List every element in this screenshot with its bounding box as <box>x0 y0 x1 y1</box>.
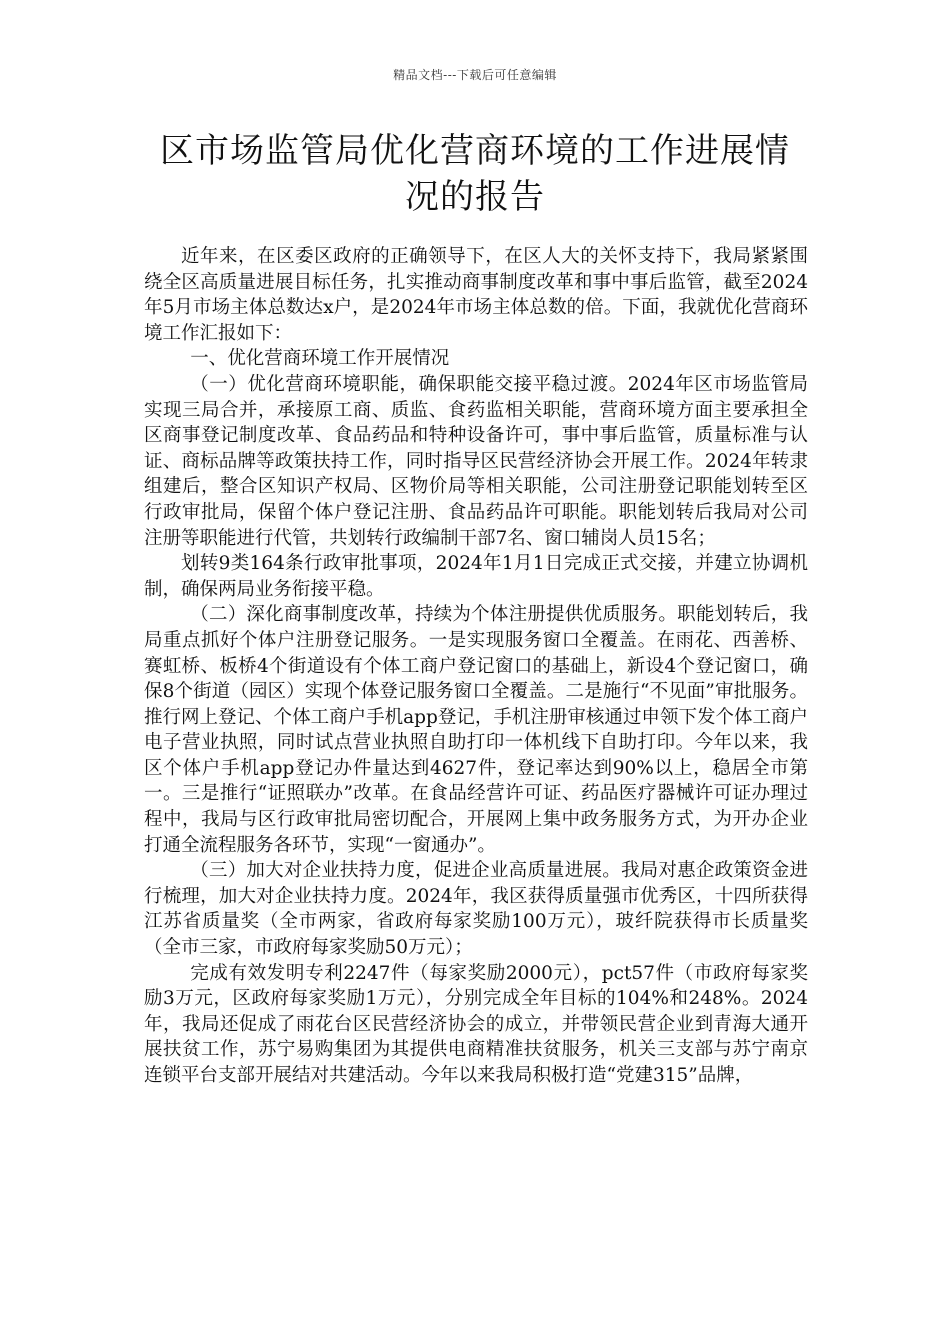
paragraph-section-2: （二）深化商事制度改革，持续为个体注册提供优质服务。职能划转后，我局重点抓好个体户注册登记服务。一是实现服务窗口全覆盖。在雨花、西善桥、赛虹桥、板桥4个街道设有个体工商户登记窗口的基础上，新设4个登记窗口，确保8个街道（园区）实现个体登记服务窗口全覆盖。二是施行“不见面”审批服务。推行网上登记、个体工商户手机app登记，手机注册审核通过申领下发个体工商户电子营业执照，同时试点营业执照自助打印一体机线下自助打印。今年以来，我区个体户手机app登记办件量达到4627件，登记率达到90%以上，稳居全市第一。三是推行“证照联办”改革。在食品经营许可证、药品医疗器械许可证办理过程中，我局与区行政审批局密切配合，开展网上集中政务服务方式，为开办企业打通全流程服务各环节，实现“一窗通办”。 <box>144 604 808 856</box>
paragraph-section-3: （三）加大对企业扶持力度，促进企业高质量进展。我局对惠企政策资金进行梳理，加大对企业扶持力度。2024年，我区获得质量强市优秀区，十四所获得江苏省质量奖（全市两家，省政府每家奖励100万元），玻纤院获得市长质量奖（全市三家，市政府每家奖励50万元）； <box>144 860 808 959</box>
paragraph-transfer: 划转9类164条行政审批事项，2024年1月1日完成正式交接，并建立协调机制，确保两局业务衔接平稳。 <box>144 553 808 600</box>
section-heading-1: 一、优化营商环境工作开展情况 <box>190 348 450 370</box>
header-note: 精品文档---下载后可任意编辑 <box>393 68 557 82</box>
paragraph-section-1: （一）优化营商环境职能，确保职能交接平稳过渡。2024年区市场监管局实现三局合并，承接原工商、质监、食药监相关职能，营商环境方面主要承担全区商事登记制度改革、食品药品和特种设备许可，事中事后监管，质量标准与认证、商标品牌等政策扶持工作，同时指导区民营经济协会开展工作。2024年转隶组建后，整合区知识产权局、区物价局等相关职能，公司注册登记职能划转至区行政审批局，保留个体户登记注册、食品药品许可职能。职能划转后我局对公司注册等职能进行代管，共划转行政编制干部7名、窗口辅岗人员15名； <box>144 373 808 549</box>
paragraph-intro: 近年来，在区委区政府的正确领导下，在区人大的关怀支持下，我局紧紧围绕全区高质量进展目标任务，扎实推动商事制度改革和事中事后监管，截至2024年5月市场主体总数达x户，是2024年市场主体总数的倍。下面，我就优化营商环境工作汇报如下： <box>144 246 808 344</box>
paragraph-patents: 完成有效发明专利2247件（每家奖励2000元），pct57件（市政府每家奖励3万元，区政府每家奖励1万元），分别完成全年目标的104%和248%。2024年，我局还促成了雨花台区民营经济协会的成立，并带领民营企业到青海大通开展扶贫工作，苏宁易购集团为其提供电商精准扶贫服务，机关三支部与苏宁南京连锁平台支部开展结对共建活动。今年以来我局积极打造“党建315”品牌， <box>144 962 808 1086</box>
document-body <box>144 244 808 1089</box>
document-title: 区市场监管局优化营商环境的工作进展情况的报告 <box>160 131 790 217</box>
